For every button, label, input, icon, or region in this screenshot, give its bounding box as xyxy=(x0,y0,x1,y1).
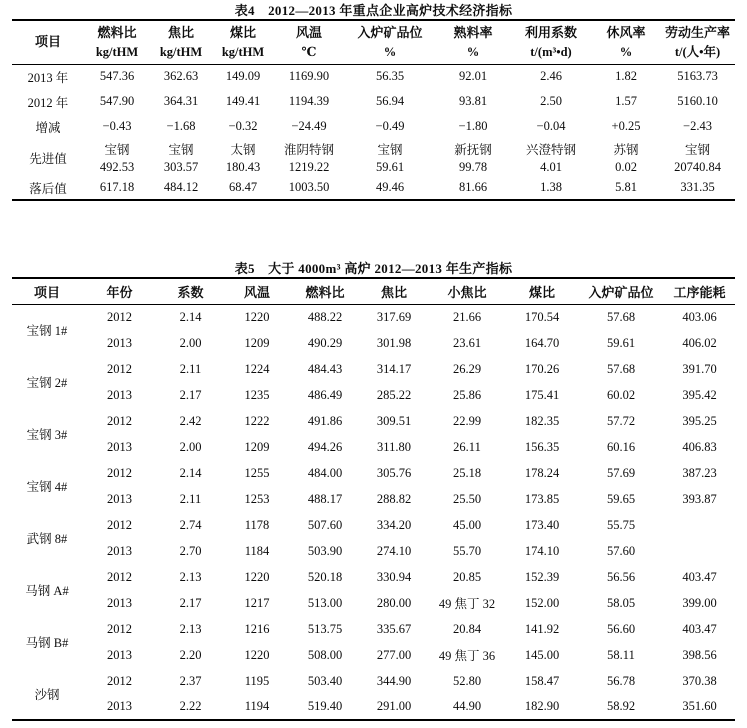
cell: 403.47 xyxy=(682,621,717,636)
cell: 1255 xyxy=(244,465,270,480)
cell: 149.09 xyxy=(225,69,261,84)
column-header xyxy=(592,20,660,64)
cell: 57.68 xyxy=(606,309,636,324)
cell: 2.17 xyxy=(179,595,202,610)
table-row xyxy=(12,408,735,434)
cell: −2.43 xyxy=(683,119,712,133)
cell: 399.00 xyxy=(682,595,717,610)
cell: 2.74 xyxy=(179,517,202,532)
cell: 49 焦丁 36 xyxy=(438,649,496,663)
table-row xyxy=(12,356,735,382)
cell: 519.40 xyxy=(307,699,343,713)
table-4-key-enterprise-indicators xyxy=(12,19,735,201)
table-row xyxy=(12,176,735,200)
cell: −0.32 xyxy=(228,119,258,133)
cell: 387.23 xyxy=(682,465,717,480)
table4-header xyxy=(12,20,735,64)
column-header: 燃料比 xyxy=(305,284,345,300)
spacer xyxy=(0,201,747,261)
cell: 2.46 xyxy=(540,69,562,84)
cell: 1.38 xyxy=(540,180,562,194)
cell: −0.49 xyxy=(375,119,405,133)
cell: 20.85 xyxy=(452,569,482,584)
cell: 93.81 xyxy=(458,94,488,108)
cell: 291.00 xyxy=(376,699,412,713)
cell: 2012 xyxy=(107,361,132,376)
cell: 宝钢 xyxy=(104,142,130,157)
cell: 317.69 xyxy=(376,309,412,324)
cell: 苏钢 xyxy=(613,142,639,157)
table-row xyxy=(12,158,735,176)
cell: 403.06 xyxy=(682,309,717,324)
cell: 57.60 xyxy=(606,543,636,558)
cell: 173.40 xyxy=(524,517,560,532)
cell: 547.36 xyxy=(99,69,135,84)
cell: 1220 xyxy=(244,647,270,662)
cell: 334.20 xyxy=(376,517,412,532)
row-group-label: 武钢 8# xyxy=(26,532,68,546)
cell: 547.90 xyxy=(99,94,135,108)
cell: 513.00 xyxy=(307,595,343,610)
cell: 26.11 xyxy=(453,439,481,454)
cell: 56.94 xyxy=(375,94,405,108)
cell: 5160.10 xyxy=(677,94,718,108)
cell: 490.29 xyxy=(307,335,343,350)
column-unit: t/(m³•d) xyxy=(530,44,572,59)
cell: −0.04 xyxy=(536,119,566,133)
cell: 280.00 xyxy=(376,595,412,610)
row-group-label: 马钢 B# xyxy=(25,636,69,650)
row-group-label: 马钢 A# xyxy=(25,584,69,598)
table5-title: 表5 大于 4000m³ 高炉 2012—2013 年生产指标 xyxy=(234,261,513,276)
table-row xyxy=(12,590,735,616)
row-label: 增减 xyxy=(35,120,61,135)
cell xyxy=(664,512,735,538)
column-header: 工序能耗 xyxy=(673,284,726,300)
cell: 335.67 xyxy=(376,621,412,636)
cell: 2.11 xyxy=(179,491,202,506)
cell: 59.65 xyxy=(606,491,636,506)
cell: 182.90 xyxy=(524,699,560,713)
cell: 56.35 xyxy=(375,69,405,84)
cell: 158.47 xyxy=(524,673,560,688)
cell: 56.78 xyxy=(606,673,636,688)
cell: 20.84 xyxy=(452,621,482,636)
cell: 2.50 xyxy=(540,94,562,108)
column-header xyxy=(212,20,274,64)
row-label: 2013 年 xyxy=(27,70,69,85)
cell: 180.43 xyxy=(225,159,261,174)
cell: 406.83 xyxy=(682,439,717,454)
cell: 364.31 xyxy=(163,94,199,108)
cell: 58.11 xyxy=(607,647,635,662)
cell: 2.13 xyxy=(179,621,202,636)
cell: 49.46 xyxy=(375,180,405,194)
cell: 507.60 xyxy=(307,517,343,532)
cell: 513.75 xyxy=(307,621,343,636)
cell: 57.69 xyxy=(606,465,636,480)
column-header xyxy=(12,20,84,64)
cell: 5.81 xyxy=(615,180,637,194)
cell: 2012 xyxy=(107,465,132,480)
cell: 45.00 xyxy=(452,517,482,532)
column-unit: ℃ xyxy=(301,44,317,59)
row-group-label: 宝钢 2# xyxy=(26,376,68,390)
table-row xyxy=(12,694,735,720)
column-header xyxy=(150,20,212,64)
cell: 314.17 xyxy=(376,361,412,376)
cell: 1217 xyxy=(244,595,270,610)
column-header: 项目 xyxy=(33,284,60,300)
cell: 152.39 xyxy=(524,569,560,584)
row-group-label: 沙钢 xyxy=(34,687,60,702)
cell: 0.02 xyxy=(615,159,637,174)
column-header xyxy=(510,20,592,64)
table-5-large-furnace-production-indicators xyxy=(12,277,735,721)
cell: 173.85 xyxy=(524,491,560,506)
cell: −1.80 xyxy=(458,119,488,133)
table-row xyxy=(12,642,735,668)
cell: 2013 xyxy=(107,595,132,610)
cell: 2013 xyxy=(107,699,132,713)
cell: 145.00 xyxy=(524,647,560,662)
cell: 2.22 xyxy=(179,699,202,713)
cell: 20740.84 xyxy=(674,159,721,174)
cell: 303.57 xyxy=(163,159,199,174)
cell: 49 焦丁 32 xyxy=(438,597,496,611)
cell: 56.56 xyxy=(606,569,636,584)
cell: 331.35 xyxy=(680,180,715,194)
cell: 277.00 xyxy=(376,647,412,662)
cell: 492.53 xyxy=(99,159,135,174)
cell: 1178 xyxy=(244,517,270,532)
cell: 2.42 xyxy=(179,413,202,428)
cell: 57.68 xyxy=(606,361,636,376)
column-name: 入炉矿品位 xyxy=(357,24,423,40)
cell: 2012 xyxy=(107,517,132,532)
cell: 55.70 xyxy=(452,543,482,558)
column-unit: kg/tHM xyxy=(159,44,203,59)
cell: 2.17 xyxy=(179,387,202,402)
cell: 26.29 xyxy=(452,361,482,376)
cell: 370.38 xyxy=(682,673,717,688)
column-header: 年份 xyxy=(106,284,133,300)
cell: 59.61 xyxy=(606,335,636,350)
cell: 23.61 xyxy=(452,335,482,350)
cell: 1.57 xyxy=(615,94,637,108)
cell: 58.92 xyxy=(606,699,636,713)
cell: 25.18 xyxy=(452,465,482,480)
column-header xyxy=(274,20,344,64)
cell: 2.00 xyxy=(179,335,202,350)
cell: 1209 xyxy=(244,335,270,350)
cell: 2013 xyxy=(107,491,132,506)
cell: 2012 xyxy=(107,673,132,688)
table-row xyxy=(12,64,735,89)
cell: 4.01 xyxy=(540,159,562,174)
cell: 2012 xyxy=(107,621,132,636)
cell: 503.90 xyxy=(307,543,343,558)
cell: 491.86 xyxy=(307,413,343,428)
cell: 164.70 xyxy=(524,335,560,350)
cell: 1222 xyxy=(244,413,270,428)
column-header: 小焦比 xyxy=(447,284,487,300)
cell: 1194 xyxy=(244,699,270,713)
cell: 25.86 xyxy=(452,387,482,402)
cell: 484.43 xyxy=(307,361,343,376)
cell: 301.98 xyxy=(376,335,412,350)
cell: 2.14 xyxy=(179,309,202,324)
cell: 1169.90 xyxy=(288,69,330,84)
cell: 2.00 xyxy=(179,439,202,454)
cell: 2013 xyxy=(107,335,132,350)
column-name: 熟料率 xyxy=(453,24,493,40)
column-unit: kg/tHM xyxy=(95,44,139,59)
cell: 141.92 xyxy=(524,621,560,636)
cell: 156.35 xyxy=(524,439,560,454)
table-row xyxy=(12,538,735,564)
column-unit: % xyxy=(466,44,480,59)
column-name: 劳动生产率 xyxy=(664,24,730,40)
table-header-row xyxy=(12,20,735,64)
cell: 288.82 xyxy=(376,491,412,506)
cell: −0.43 xyxy=(102,119,132,133)
cell: 344.90 xyxy=(376,673,412,688)
cell: 22.99 xyxy=(452,413,482,428)
cell: 398.56 xyxy=(682,647,717,662)
cell: 宝钢 xyxy=(168,142,194,157)
column-name: 项目 xyxy=(34,34,61,50)
cell: 1219.22 xyxy=(288,159,330,174)
table-row xyxy=(12,330,735,356)
cell: 182.35 xyxy=(524,413,560,428)
cell: 484.12 xyxy=(163,180,199,194)
cell: 2.70 xyxy=(179,543,202,558)
cell: 2013 xyxy=(107,387,132,402)
row-label: 落后值 xyxy=(29,181,67,196)
table-row xyxy=(12,304,735,330)
column-header xyxy=(436,20,510,64)
cell: 1209 xyxy=(244,439,270,454)
cell: 149.41 xyxy=(225,94,261,108)
table-row xyxy=(12,486,735,512)
row-group-label: 宝钢 1# xyxy=(26,324,68,339)
table-header-row xyxy=(12,278,735,304)
cell: 2013 xyxy=(107,543,132,558)
table4-body xyxy=(12,64,735,200)
cell: 5163.73 xyxy=(677,69,718,84)
cell: 503.40 xyxy=(307,673,343,688)
cell: 170.26 xyxy=(524,361,560,376)
cell: 兴澄特钢 xyxy=(525,142,576,157)
table5-header xyxy=(12,278,735,304)
table-row xyxy=(12,382,735,408)
cell: 395.42 xyxy=(682,387,717,402)
column-header xyxy=(84,20,150,64)
cell: 81.66 xyxy=(458,180,488,194)
table-row xyxy=(12,616,735,642)
cell: 新抚钢 xyxy=(454,142,492,157)
cell: 2.37 xyxy=(179,673,202,688)
cell: 1220 xyxy=(244,309,270,324)
cell: 488.22 xyxy=(307,309,343,324)
column-header xyxy=(344,20,436,64)
cell: 1235 xyxy=(244,387,270,402)
cell: 178.24 xyxy=(524,465,560,480)
cell: 2013 xyxy=(107,439,132,454)
cell: 44.90 xyxy=(452,699,482,713)
column-header: 风温 xyxy=(243,284,270,300)
cell: 92.01 xyxy=(458,69,488,84)
column-name: 煤比 xyxy=(229,24,256,40)
cell: 2.13 xyxy=(179,569,202,584)
row-group-label: 宝钢 4# xyxy=(26,480,68,494)
cell: −24.49 xyxy=(291,119,327,133)
cell: 362.63 xyxy=(163,69,199,84)
cell: 309.51 xyxy=(376,413,412,428)
table-row xyxy=(12,668,735,694)
column-header: 焦比 xyxy=(380,284,407,300)
cell: 391.70 xyxy=(682,361,717,376)
cell: 494.26 xyxy=(307,439,343,454)
cell: 484.00 xyxy=(307,465,343,480)
cell xyxy=(664,538,735,564)
table4-title: 表4 2012—2013 年重点企业高炉技术经济指标 xyxy=(234,3,513,18)
cell: 311.80 xyxy=(377,439,411,454)
cell: 175.41 xyxy=(524,387,560,402)
cell: +0.25 xyxy=(611,119,641,133)
table-row xyxy=(12,512,735,538)
column-name: 利用系数 xyxy=(524,24,577,40)
row-label: 先进值 xyxy=(29,151,67,166)
cell: 52.80 xyxy=(452,673,482,688)
column-unit: t/(人•年) xyxy=(674,44,721,59)
cell: 393.87 xyxy=(682,491,717,506)
row-group-label: 宝钢 3# xyxy=(26,428,68,442)
cell: 宝钢 xyxy=(684,142,710,157)
column-header: 系数 xyxy=(177,284,204,300)
cell: 1220 xyxy=(244,569,270,584)
column-name: 焦比 xyxy=(167,24,194,40)
cell: 21.66 xyxy=(452,309,482,324)
cell: 56.60 xyxy=(606,621,636,636)
cell: 2012 xyxy=(107,569,132,584)
cell: 太钢 xyxy=(230,142,256,157)
table-row xyxy=(12,564,735,590)
cell: 57.72 xyxy=(606,413,636,428)
cell: 淮阴特钢 xyxy=(283,142,334,157)
column-unit: % xyxy=(619,44,633,59)
column-unit: % xyxy=(383,44,397,59)
cell: 2013 xyxy=(107,647,132,662)
cell: 520.18 xyxy=(307,569,343,584)
cell: 99.78 xyxy=(458,159,488,174)
table-row xyxy=(12,434,735,460)
cell: 488.17 xyxy=(307,491,343,506)
cell: 25.50 xyxy=(452,491,482,506)
column-header xyxy=(660,20,735,64)
cell: 2.11 xyxy=(179,361,202,376)
cell: 1195 xyxy=(244,673,270,688)
cell: 406.02 xyxy=(682,335,717,350)
table5-body xyxy=(12,304,735,720)
cell: 59.61 xyxy=(375,159,405,174)
cell: 1184 xyxy=(244,543,270,558)
table-row xyxy=(12,114,735,139)
cell: 2012 xyxy=(107,413,132,428)
cell: 1253 xyxy=(244,491,270,506)
table-row xyxy=(12,89,735,114)
cell: 617.18 xyxy=(99,180,135,194)
cell: 1216 xyxy=(244,621,270,636)
cell: 1.82 xyxy=(615,69,637,84)
cell: 60.16 xyxy=(606,439,636,454)
cell: 330.94 xyxy=(376,569,412,584)
cell: 1003.50 xyxy=(288,180,330,194)
cell: 1224 xyxy=(244,361,270,376)
column-name: 燃料比 xyxy=(97,24,137,40)
cell: 403.47 xyxy=(682,569,717,584)
table-row xyxy=(12,460,735,486)
cell: 2012 xyxy=(107,309,132,324)
cell: 2.20 xyxy=(179,647,202,662)
column-header: 入炉矿品位 xyxy=(588,284,654,300)
cell: 274.10 xyxy=(376,543,412,558)
cell: 486.49 xyxy=(307,387,343,402)
column-name: 休风率 xyxy=(606,24,646,40)
cell: 60.02 xyxy=(606,387,636,402)
cell: 508.00 xyxy=(307,647,343,662)
cell: −1.68 xyxy=(166,119,196,133)
row-label: 2012 年 xyxy=(27,95,69,110)
cell: 285.22 xyxy=(376,387,412,402)
cell: 351.60 xyxy=(682,699,717,713)
cell: 152.00 xyxy=(524,595,560,610)
cell: 2.14 xyxy=(179,465,202,480)
cell: 174.10 xyxy=(524,543,560,558)
column-header: 煤比 xyxy=(528,284,555,300)
column-unit: kg/tHM xyxy=(221,44,265,59)
cell: 1194.39 xyxy=(288,94,330,108)
cell: 宝钢 xyxy=(377,142,403,157)
cell: 58.05 xyxy=(606,595,636,610)
cell: 170.54 xyxy=(524,309,560,324)
cell: 395.25 xyxy=(682,413,717,428)
cell: 55.75 xyxy=(606,517,636,532)
column-name: 风温 xyxy=(295,24,322,40)
cell: 68.47 xyxy=(228,180,258,194)
table-row xyxy=(12,139,735,158)
cell: 305.76 xyxy=(376,465,412,480)
